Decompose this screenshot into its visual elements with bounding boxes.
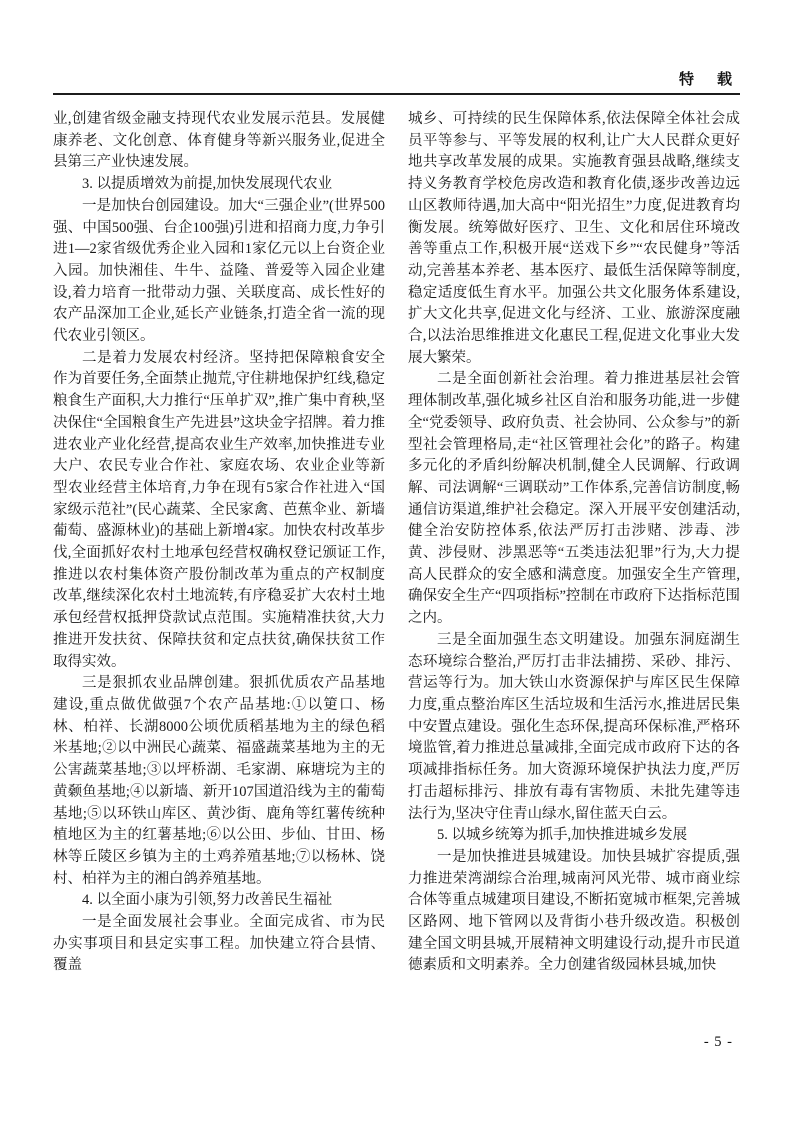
paragraph: 二是着力发展农村经济。坚持把保障粮食安全作为首要任务,全面禁止抛荒,守住耕地保护红线,稳定粮食生产面积,大力推行“压单扩双”,推广集中育秧,坚决保住“全国粮食生产先进县”这块金字招牌。着力推进农业产业化经营,提高农业生产效率,加快推进专业大户、农民专业合作社、家庭农场、农业企业等新型农业经营主体培育,力争在现有5家合作社进入“国家级示范社”(民心蔬菜、全民家禽、芭蕉伞业、新墙葡萄、盛源林业)的基础上新增4家。加快农村改革步伐,全面抓好农村土地承包经营权确权登记颁证工作,推进以农村集体资产股份制改革为重点的产权制度改革,继续深化农村土地流转,有序稳妥扩大农村土地承包经营权抵押贷款试点范围。实施精准扶贫,大力推进开发扶贫、保障扶贫和定点扶贫,确保扶贫工作取得实效。 (53, 349, 385, 670)
paragraph: 一是加快推进县城建设。加快县城扩容提质,强力推进荣湾湖综合治理,城南河风光带、城市商业综合体等重点城建项目建设,不断拓宽城市框架,完善城区路网、地下管网以及背街小巷升级改造。积极创建全国文明县城,开展精神文明建设行动,提升市民道德素质和文明素养。全力创建省级园林县城,加快 (408, 848, 740, 974)
page-number: - 5 - (703, 1034, 733, 1050)
section-heading: 5. 以城乡统筹为抓手,加快推进城乡发展 (437, 827, 688, 844)
right-column (408, 109, 740, 977)
paragraph: 一是全面发展社会事业。全面完成省、市为民办实事项目和县定实事工程。加快建立符合县情、覆盖 (53, 914, 385, 974)
paragraph: 业,创建省级金融支持现代农业发展示范县。发展健康养老、文化创意、体育健身等新兴服务业,促进全县第三产业快速发展。 (53, 111, 385, 171)
paragraph: 三是全面加强生态文明建设。加强东洞庭湖生态环境综合整治,严厉打击非法捕捞、采砂、排污、营运等行为。加大铁山水资源保护与库区民生保障力度,重点整治库区生活垃圾和生活污水,推进居民集中安置点建设。强化生态环保,提高环保标准,严格环境监管,着力推进总量减排,全面完成市政府下达的各项减排指标任务。加大资源环境保护执法力度,严厉打击超标排污、排放有毒有害物质、未批先建等违法行为,坚决守住青山绿水,留住蓝天白云。 (408, 631, 740, 822)
left-column (53, 109, 385, 977)
paragraph: 一是加快台创园建设。加大“三强企业”(世界500强、中国500强、台企100强)引进和招商力度,力争引进1—2家省级优秀企业入园和1家亿元以上台资企业入园。加快湘佳、牛牛、益隆、普爱等入园企业建设,着力培育一批带动力强、关联度高、成长性好的农产品深加工企业,延长产业链条,打造全省一流的现代农业引领区。 (53, 197, 385, 345)
paragraph: 三是狠抓农业品牌创建。狠抓优质农产品基地建设,重点做优做强7个农产品基地:①以筻口、杨林、柏祥、长湖8000公顷优质稻基地为主的绿色稻米基地;②以中洲民心蔬菜、福盛蔬菜基地为主的无公害蔬菜基地;③以坪桥湖、毛家湖、麻塘垸为主的黄颡鱼基地;④以新墙、新开107国道沿线为主的葡萄基地;⑤以环铁山库区、黄沙街、鹿角等红薯传统种植地区为主的红薯基地;⑥以公田、步仙、甘田、杨林等丘陵区乡镇为主的土鸡养殖基地;⑦以杨林、饶村、柏祥为主的湘白鸽养殖基地。 (53, 675, 385, 887)
header-section-label: 特 载 (678, 72, 736, 88)
page-content (53, 109, 740, 977)
header-rule (53, 93, 740, 95)
section-heading: 3. 以提质增效为前提,加快发展现代农业 (82, 176, 333, 193)
section-heading: 4. 以全面小康为引领,努力改善民生福祉 (82, 892, 333, 909)
paragraph: 二是全面创新社会治理。着力推进基层社会管理体制改革,强化城乡社区自治和服务功能,进一步健全“党委领导、政府负责、社会协同、公众参与”的新型社会管理格局,走“社区管理社会化”的路子。构建多元化的矛盾纠纷解决机制,健全人民调解、行政调解、司法调解“三调联动”工作体系,完善信访制度,畅通信访渠道,维护社会稳定。深入开展平安创建活动,健全治安防控体系,依法严厉打击涉赌、涉毒、涉黄、涉侵财、涉黑恶等“五类违法犯罪”行为,大力提高人民群众的安全感和满意度。加强安全生产管理,确保安全生产“四项指标”控制在市政府下达指标范围之内。 (408, 371, 740, 627)
page-header (679, 68, 736, 89)
paragraph: 城乡、可持续的民生保障体系,依法保障全体社会成员平等参与、平等发展的权利,让广大人民群众更好地共享改革发展的成果。实施教育强县战略,继续支持义务教育学校危房改造和教育化债,逐步改善边远山区教师待遇,加大高中“阳光招生”力度,促进教育均衡发展。统筹做好医疗、卫生、文化和居住环境改善等重点工作,积极开展“送戏下乡”“农民健身”等活动,完善基本养老、基本医疗、最低生活保障等制度,稳定适度低生育水平。加强公共文化服务体系建设,扩大文化共享,促进文化与经济、工业、旅游深度融合,以法治思维推进文化惠民工程,促进文化事业大发展大繁荣。 (408, 111, 740, 366)
